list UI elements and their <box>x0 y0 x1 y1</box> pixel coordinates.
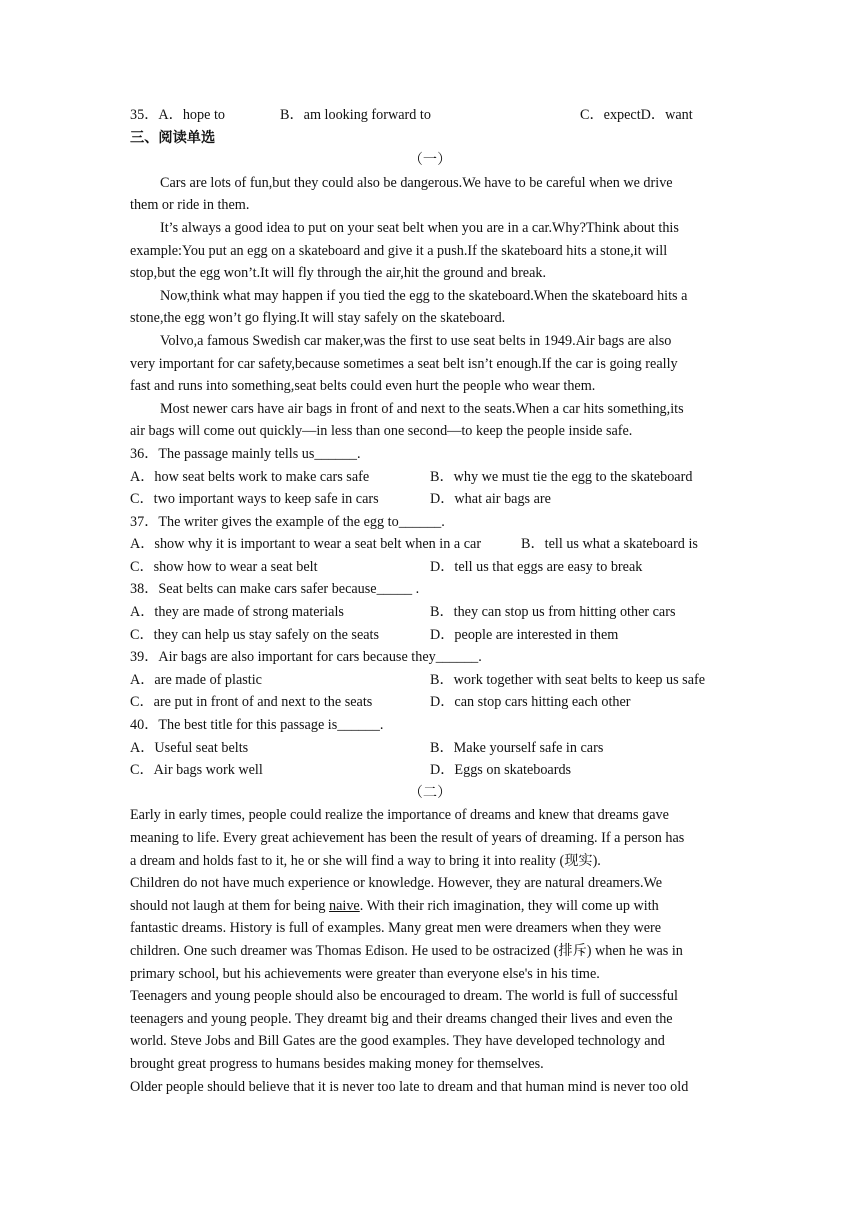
text-line: Children do not have much experience or knowledge. However, they are natural dreamers.We <box>130 875 663 892</box>
text-line: Now,think what may happen if you tied the egg to the skateboard.When the skateboard hits a <box>160 287 688 304</box>
text-line: them or ride in them. <box>130 197 250 214</box>
text-line: very important for car safety,because sometimes a seat belt isn’t enough.If the car is going really <box>130 355 678 372</box>
option-d: D．what air bags are <box>430 491 551 508</box>
text-line: primary school, but his achievements were greater than everyone else's in his time. <box>130 965 600 982</box>
question-36 <box>130 443 730 511</box>
passage-2-paragraph-3 <box>130 985 730 1075</box>
option-a: A．Useful seat belts <box>130 739 249 756</box>
document-page <box>130 104 730 1098</box>
text-line: a dream and holds fast to it, he or she will find a way to bring it into reality (现实). <box>130 852 601 869</box>
text-line: example:You put an egg on a skateboard and give it a push.If the skateboard hits a stone,it will <box>130 242 668 259</box>
question-35 <box>130 104 730 127</box>
passage-1-marker: （一） <box>408 152 452 169</box>
question-40 <box>130 714 730 782</box>
question-stem: 39．Air bags are also important for cars because they______. <box>130 649 482 666</box>
passage-2-paragraph-1 <box>130 804 730 872</box>
option-a: A．show why it is important to wear a seat belt when in a car <box>130 536 482 553</box>
question-stem: 38．Seat belts can make cars safer because_____ . <box>130 581 420 598</box>
text-line: air bags will come out quickly—in less than one second—to keep the people inside safe. <box>130 423 633 440</box>
passage-1-paragraph-4 <box>130 330 730 398</box>
option-c: C．Air bags work well <box>130 762 263 779</box>
passage-1-paragraph-5 <box>130 398 730 443</box>
question-stem: 36．The passage mainly tells us______. <box>130 445 361 462</box>
option-d: D．can stop cars hitting each other <box>430 694 631 711</box>
text-line: Cars are lots of fun,but they could also be dangerous.We have to be careful when we drive <box>160 174 673 191</box>
question-35-number: 35． <box>130 107 159 123</box>
text-line: Most newer cars have air bags in front of and next to the seats.When a car hits something,its <box>160 400 684 417</box>
option-c: C．are put in front of and next to the seats <box>130 694 373 711</box>
option-b: B．tell us what a skateboard is <box>521 536 698 553</box>
question-39 <box>130 646 730 714</box>
underlined-word: naive <box>329 897 360 914</box>
section-title: 三、阅读单选 <box>130 129 216 146</box>
option-a: A．hope to <box>158 107 225 123</box>
option-c: C．two important ways to keep safe in cars <box>130 491 379 508</box>
option-c: C．they can help us stay safely on the seats <box>130 626 380 643</box>
text-line: stone,the egg won’t go flying.It will stay safely on the skateboard. <box>130 310 506 327</box>
text-line: Teenagers and young people should also be encouraged to dream. The world is full of successful <box>130 988 678 1005</box>
text-line <box>130 895 730 918</box>
passage-2-paragraph-4 <box>130 1076 730 1099</box>
text-line: world. Steve Jobs and Bill Gates are the good examples. They have developed technology and <box>130 1033 665 1050</box>
text-line: It’s always a good idea to put on your seat belt when you are in a car.Why?Think about this <box>160 219 679 236</box>
option-d: D．tell us that eggs are easy to break <box>430 558 643 575</box>
text-segment: . With their rich imagination, they will come up with <box>359 897 659 914</box>
question-38 <box>130 578 730 646</box>
option-b: B．am looking forward to <box>280 107 431 123</box>
option-d: D．people are interested in them <box>430 626 619 643</box>
text-segment: should not laugh at them for being <box>130 897 329 914</box>
text-line: Volvo,a famous Swedish car maker,was the first to use seat belts in 1949.Air bags are also <box>160 332 672 349</box>
question-37 <box>130 511 730 579</box>
text-line: meaning to life. Every great achievement has been the result of years of dreaming. If a person has <box>130 830 685 846</box>
text-line: fast and runs into something,seat belts could even hurt the people who wear them. <box>130 378 596 395</box>
option-b: B．Make yourself safe in cars <box>430 739 604 756</box>
passage-2-marker: （二） <box>408 784 452 801</box>
text-line: children. One such dreamer was Thomas Edison. He used to be ostracized (排斥) when he was in <box>130 942 683 959</box>
passage-1-paragraph-2 <box>130 217 730 285</box>
text-line: brought great progress to humans besides making money for themselves. <box>130 1055 544 1072</box>
option-a: A．how seat belts work to make cars safe <box>130 468 370 485</box>
option-a: A．they are made of strong materials <box>130 604 344 621</box>
option-b: B．work together with seat belts to keep us safe <box>430 671 706 688</box>
text-line: teenagers and young people. They dreamt big and their dreams changed their lives and even the <box>130 1010 673 1027</box>
option-b: B．they can stop us from hitting other cars <box>430 604 676 621</box>
option-d: D．Eggs on skateboards <box>430 762 572 779</box>
text-line: Older people should believe that it is never too late to dream and that human mind is never too old <box>130 1078 689 1095</box>
option-a: A．are made of plastic <box>130 671 262 688</box>
option-cd: C．expectD．want <box>580 107 693 123</box>
text-line: Early in early times, people could realize the importance of dreams and knew that dreams gave <box>130 807 669 824</box>
option-c: C．show how to wear a seat belt <box>130 558 318 575</box>
question-stem: 37．The writer gives the example of the egg to______. <box>130 513 445 530</box>
option-b: B．why we must tie the egg to the skateboard <box>430 468 693 485</box>
question-stem: 40．The best title for this passage is______. <box>130 717 384 734</box>
text-line: stop,but the egg won’t.It will fly through the air,hit the ground and break. <box>130 265 547 282</box>
text-line: fantastic dreams. History is full of examples. Many great men were dreamers when they were <box>130 920 662 937</box>
passage-1-paragraph-3 <box>130 285 730 330</box>
passage-1-paragraph-1 <box>130 172 730 217</box>
passage-2-paragraph-2 <box>130 872 730 985</box>
